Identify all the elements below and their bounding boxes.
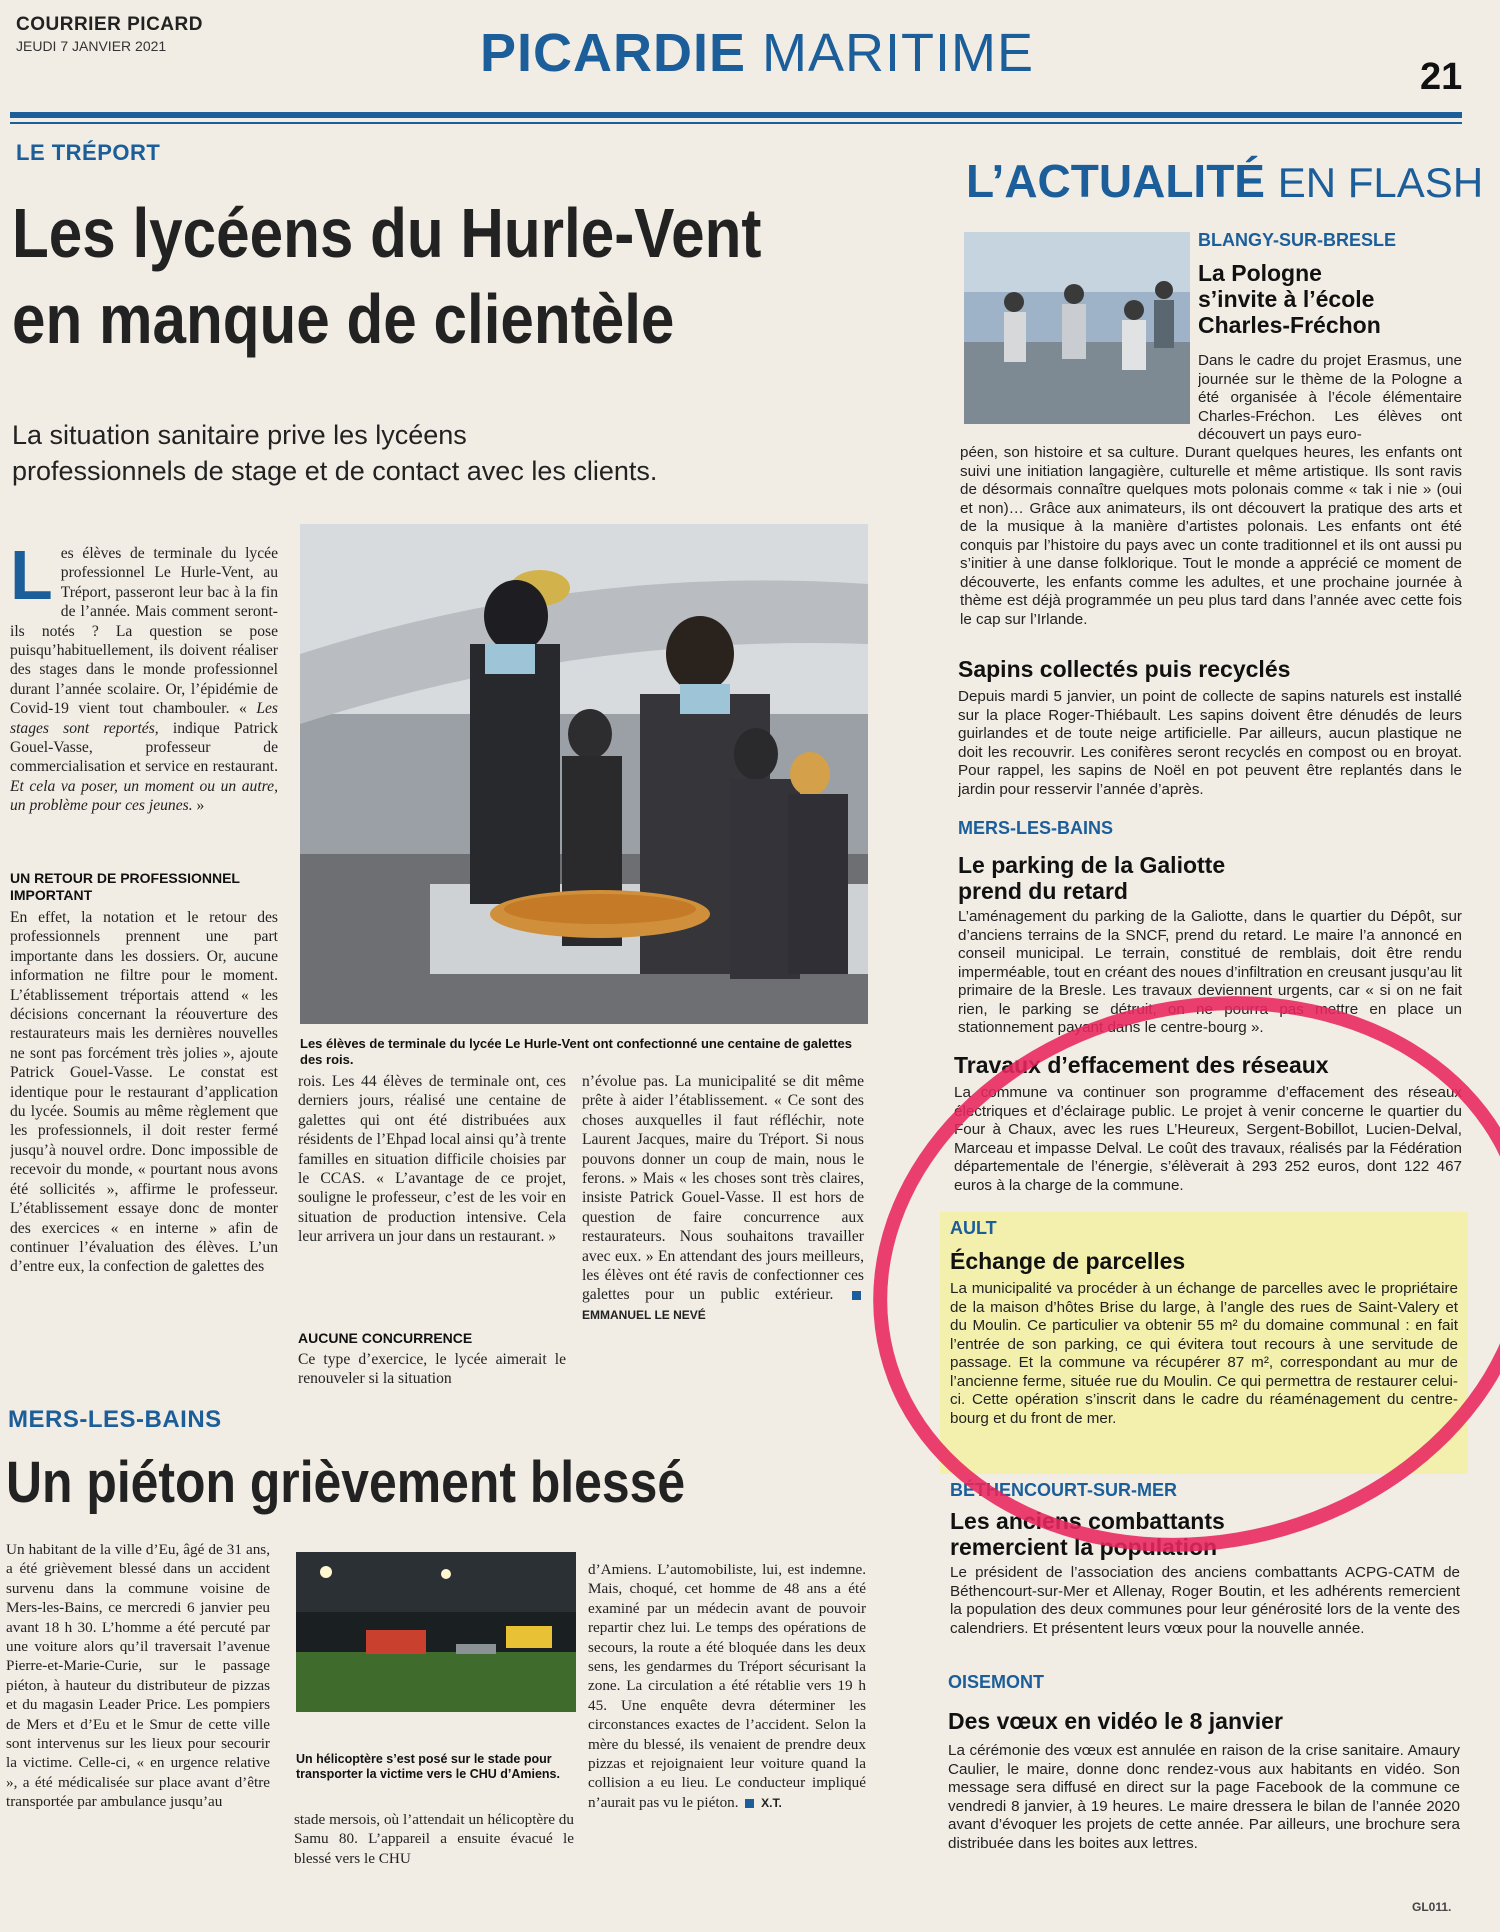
main-kicker: LE TRÉPORT [16, 140, 161, 165]
flash-item-6-headline-line1: Les anciens combattants [950, 1508, 1225, 1534]
second-col3-text: d’Amiens. L’automobiliste, lui, est indemne. Mais, choqué, cet homme de 48 ans a été examiné par un médecin avant de pouvoir repartir chez lui. Le temps des opérations de secours, la route a été bloquée dans les deux sens, les gendarmes du Tréport sécurisant la zone. La circulation a été rétablie vers 19 h 45. Une enquête devra déterminer les circonstances exactes de l’accident. Selon la mère du blessé, ils venaient de prendre deux pizzas et rejoignaient leur voiture quand la collision a eu lieu. Le conducteur impliqué n’aurait pas vu le piéton. [588, 1561, 866, 1811]
helicopter-stadium-photo [296, 1552, 576, 1712]
flash-item-1-headline-line1: La Pologne [1198, 260, 1322, 286]
students-galettes-photo [300, 524, 868, 1024]
second-photo-caption: Un hélicoptère s’est posé sur le stade pour transporter la victime vers le CHU d’Amiens. [296, 1752, 560, 1781]
end-square-icon [852, 1291, 861, 1300]
main-headline-line1: Les lycéens du Hurle-Vent [12, 194, 762, 272]
main-col1-quote: Les stages sont reportés [10, 700, 278, 737]
flash-item-7-text: La cérémonie des vœux est annulée en raison de la crise sanitaire. Amaury Caulier, le maire, donne donc rendez-vous aux habitants en vidéo. Son message sera diffusé en direct sur la page Facebook de la commune ce vendredi 8 janvier, à 19 heures. Le maire dressera le bilan de l’année 2020 avant d’évoquer les projets de cette année. Par ailleurs, une brochure sera distribuée dans les boites aux lettres. [948, 1742, 1460, 1852]
newspaper-name: COURRIER PICARD [16, 14, 203, 35]
second-photo [296, 1552, 576, 1712]
main-col1-end: » [192, 797, 205, 815]
main-deck-line1: La situation sanitaire prive les lycéens [12, 420, 467, 450]
publication-date: JEUDI 7 JANVIER 2021 [16, 38, 167, 54]
flash-item-5-text: La municipalité va procéder à un échange de parcelles avec le propriétaire de la maison d’hôtes Brise du large, à l’angle des rues de Saint-Valery et du Moulin. Ce particulier va obtenir 55 m² du domaine communal : en fait l’entrée de son parking, ce qui évitera tout recours à une servitude de passage. Et la commune va récupérer 87 m², correspondant au mur de l’ancienne ferme, située rue du Moulin. Ce qui permettra de restaurer celui-ci. Cette opération s’inscrit dans le cadre du réaménagement du centre-bourg et du front de mer. [950, 1280, 1458, 1427]
main-column-1-part2: En effet, la notation et le retour des professionnels prennent une part importante dans les dossiers. Or, aucune information ne filtre pour le moment. L’établissement tréportais attend « les décisions concernant la réouverture des restaurateurs mais les dernières nouvelles ne sont pas forcément très jolies », ajoute Patrick Gouel-Vasse. Le constat est identique pour le restaurant d’application du lycée. Soumis au même règlement que les professionnels, il doit rester fermé jusqu’à nouvel ordre. Donc impossible de recevoir du monde, « pourtant nous avons été sollicités », affirme le professeur. L’établissement essaye donc de monter des exercices « en interne » afin de continuer l’évaluation des élèves. L’un d’entre eux, la confection de galettes des [10, 909, 278, 1276]
main-col1-intro: es élèves de terminale du lycée professionnel Le Hurle-Vent, au Tréport, passeront leur bac à la fin de l’année. Mais comment seront-ils notés ? La question se pose puisqu’habituellement, ils doivent réaliser des stages dans le monde professionnel durant l’année scolaire. Or, l’épidémie de Covid-19 vient tout chambouler. « [10, 545, 278, 718]
main-col1-after: , indique Patrick Gouel-Vasse, professeur de commercialisation et service en restaurant. [10, 719, 278, 776]
flash-item-3-text: L’aménagement du parking de la Galiotte, dans le quartier du Dépôt, sur d’anciens terrains de la SNCF, prend du retard. Le maire l’a annoncé en conseil municipal. Le terrain, constitué de remblais, doit être rendu imperméable, tout en créant des noues d’infiltration en creusant jusqu’au lit primaire de la Bresle. Les travaux deviennent urgents, car « si on ne fait rien, le parking se détruit, on ne pourra pas mettre en place un stationnement payant dans le centre-bourg ». [958, 908, 1462, 1036]
flash-item-6-text: Le président de l’association des anciens combattants ACPG-CATM de Béthencourt-sur-Mer et Allenay, Roger Boutin, et les adhérents remercient la population des deux communes pour leur générosité lors de la vente des calendriers. Et présentent leurs vœux pour la nouvelle année. [950, 1564, 1460, 1637]
flash-item-4-headline: Travaux d’effacement des réseaux [954, 1052, 1329, 1078]
flash-item-5-kicker: AULT [950, 1218, 997, 1238]
main-deck-line2: professionnels de stage et de contact avec les clients. [12, 456, 658, 486]
flash-item-4-text: La commune va continuer son programme d’effacement des réseaux électriques et d’éclairage public. Le projet à venir concerne le quartier du Four à Chaux, avec les rues L’Heureux, Sergent-Bobillot, Lucien-Delval, Marceau et impasse Delval. Le coût des travaux, réalisés par la Fédération départementale de l’énergie, s’élèverait à 293 252 euros, dont 122 467 euros à la charge de la commune. [954, 1084, 1462, 1194]
main-subhead-1: UN RETOUR DE PROFESSIONNEL IMPORTANT [10, 870, 240, 903]
main-subhead-2: AUCUNE CONCURRENCE [298, 1330, 473, 1346]
drop-cap: L [10, 544, 53, 614]
flash-item-1-text-narrow: Dans le cadre du projet Erasmus, une journée sur le thème de la Pologne a été organisée à l’école élémentaire Charles-Fréchon. Les élèves ont découvert un pays euro- [1198, 352, 1462, 443]
flash-title [966, 154, 1483, 208]
flash-item-7-headline: Des vœux en vidéo le 8 janvier [948, 1708, 1283, 1734]
main-photo-caption: Les élèves de terminale du lycée Le Hurle-Vent ont confectionné une centaine de galettes des rois. [300, 1036, 852, 1067]
main-column-1 [10, 544, 278, 854]
second-column-1: Un habitant de la ville d’Eu, âgé de 31 ans, a été grièvement blessé dans un accident survenu dans la commune voisine de Mers-les-Bains, ce mercredi 6 janvier peu avant 18 h 30. L’homme a été percuté par une voiture alors qu’il traversait l’avenue Pierre-et-Marie-Curie, sur le passage piéton, à hauteur du distributeur de pizzas et du magasin Leader Price. Les pompiers de Mers et d’Eu et le Smur de cette ville sont intervenus sur les lieux pour secourir la victime. Celle-ci, « en urgence relative », a été médicalisée sur place avant d’être transportée par ambulance jusqu’au [6, 1541, 270, 1811]
flash-item-2-text: Depuis mardi 5 janvier, un point de collecte de sapins naturels est installé sur la place Roger-Thiébault. Les sapins doivent être dénudés de leurs guirlandes et de toute neige artificielle. Par ailleurs, aucun plastique ne doit les recouvrir. Les conifères seront recyclés en compost ou en broyat. Pour rappel, les sapins de Noël en pot peuvent être replantés dans le jardin pour resservir l’année d’après. [958, 688, 1462, 798]
flash-item-1-headline-line2: s’invite à l’école [1198, 286, 1375, 312]
header-rule-thin [10, 122, 1462, 124]
flash-item-6-headline-line2: remercient la population [950, 1534, 1218, 1560]
second-column-3 [588, 1560, 866, 1922]
flash-photo [964, 232, 1190, 424]
flash-item-7-kicker: OISEMONT [948, 1672, 1045, 1692]
main-column-2-part2: Ce type d’exercice, le lycée aimerait le renouveler si la situation [298, 1351, 566, 1388]
second-column-2: stade mersois, où l’attendait un hélicoptère du Samu 80. L’appareil a ensuite évacué le blessé vers le CHU [294, 1811, 574, 1867]
second-byline: X.T. [761, 1795, 782, 1810]
children-dancing-photo [964, 232, 1190, 424]
flash-title-bold: L’ACTUALITÉ [966, 155, 1265, 207]
main-photo [300, 524, 868, 1024]
main-headline-line2: en manque de clientèle [12, 280, 675, 358]
second-headline: Un piéton grièvement blessé [6, 1450, 686, 1515]
end-square-icon [745, 1799, 754, 1808]
section-title-bold: PICARDIE [480, 23, 747, 83]
main-column-2: rois. Les 44 élèves de terminale ont, ces derniers jours, réalisé une centaine de galettes qui ont été distribuées aux résidents de l’Ehpad local ainsi qu’à trente familles en situation difficile choisies par le CCAS. « L’avantage de ce projet, souligne le professeur, c’est de les voir en situation de production intensive. Cela leur arrivera un jour dans un restaurant. » [298, 1073, 566, 1246]
main-col3-text: n’évolue pas. La municipalité se dit même prête à aider l’établissement. « Ce sont des choses auxquelles il faut réfléchir, note Laurent Jacques, maire du Tréport. Si nous pouvons donner un coup de main, nous le ferons. » Mais « les choses sont très claires, insiste Patrick Gouel-Vasse. Il est hors de question de faire concurrence aux restaurateurs. Nous souhaitons travailler avec eux. » En attendant des jours meilleurs, les élèves ont été ravis de confectionner ces galettes pour un public extérieur. [582, 1073, 864, 1304]
header-rule [10, 112, 1462, 118]
main-byline: EMMANUEL LE NEVÉ [582, 1307, 706, 1322]
flash-item-5-headline: Échange de parcelles [950, 1248, 1186, 1274]
flash-item-6-kicker: BÉTHENCOURT-SUR-MER [950, 1480, 1177, 1500]
section-title-light: MARITIME [762, 23, 1035, 83]
page-number: 21 [1420, 56, 1463, 98]
flash-item-3-headline-line2: prend du retard [958, 878, 1128, 904]
main-column-3 [582, 1072, 864, 1392]
flash-item-3-kicker: MERS-LES-BAINS [958, 818, 1114, 838]
footer-code: GL011. [1412, 1900, 1452, 1914]
section-title [480, 22, 1034, 84]
flash-item-3-headline-line1: Le parking de la Galiotte [958, 852, 1226, 878]
flash-item-2-headline: Sapins collectés puis recyclés [958, 656, 1291, 682]
flash-title-light: EN FLASH [1277, 159, 1484, 206]
main-col1-quote2: Et cela va poser, un moment ou un autre, un problème pour ces jeunes. [10, 777, 278, 815]
flash-item-1-headline-line3: Charles-Fréchon [1198, 312, 1381, 338]
flash-item-1-kicker: BLANGY-SUR-BRESLE [1198, 230, 1397, 250]
flash-item-1-text: péen, son histoire et sa culture. Durant quelques heures, les enfants ont suivi une initiation langagière, culturelle et même artistique. Ils sont ravis de désormais connaître quelques mots polonais comme « tak i nie » (oui et non)… Grâce aux animateurs, ils ont découvert la pratique des arts et de la musique à la manière d’artistes polonais. Les enfants ont été conquis par l’histoire du pays avec un conte traditionnel et ils ont aussi pu s’initier à une danse folklorique. Tout le monde a apprécié ce moment de découverte, les enfants comme les adultes, et une prochaine journée à thème est déjà programmée un peu plus tard dans l’année avec cette fois le cap sur l’Irlande. [960, 444, 1462, 628]
second-kicker: MERS-LES-BAINS [8, 1406, 222, 1433]
